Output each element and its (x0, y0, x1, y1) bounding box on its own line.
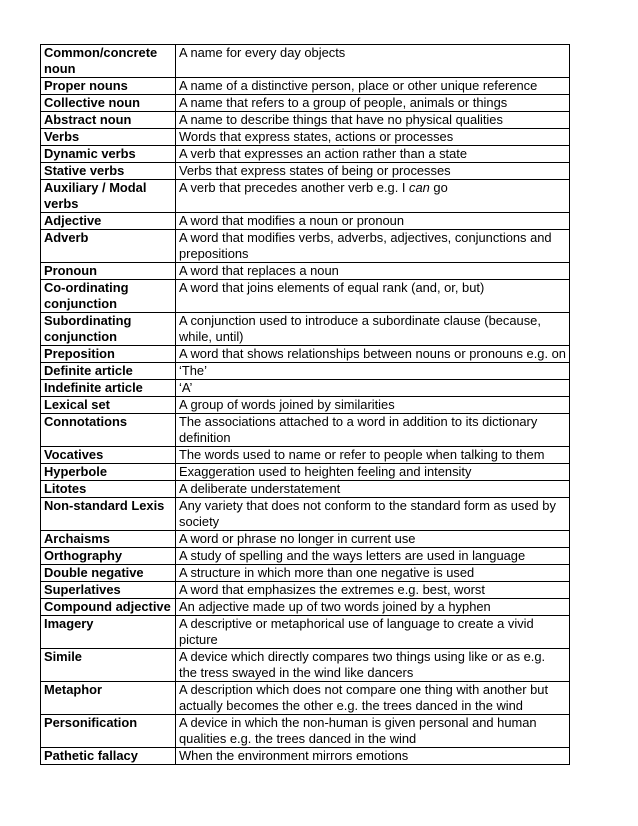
definition-cell: A word that modifies a noun or pronoun (176, 213, 570, 230)
definition-cell: ‘The’ (176, 363, 570, 380)
table-row (41, 498, 570, 531)
definition-cell: The associations attached to a word in addition to its dictionary definition (176, 414, 570, 447)
definition-cell: A device in which the non-human is given personal and human qualities e.g. the trees danced in the wind (176, 715, 570, 748)
definition-cell: A word that shows relationships between nouns or pronouns e.g. on (176, 346, 570, 363)
definition-cell: A name to describe things that have no physical qualities (176, 112, 570, 129)
term-cell: Dynamic verbs (41, 146, 176, 163)
term-cell: Common/concrete noun (41, 45, 176, 78)
term-cell: Abstract noun (41, 112, 176, 129)
table-row (41, 447, 570, 464)
table-row (41, 313, 570, 346)
term-cell: Compound adjective (41, 599, 176, 616)
definition-text: A verb that precedes another verb e.g. I (179, 180, 410, 195)
term-cell: Litotes (41, 481, 176, 498)
glossary-table (40, 44, 570, 765)
term-cell: Adverb (41, 230, 176, 263)
term-cell: Proper nouns (41, 78, 176, 95)
term-cell: Auxiliary / Modal verbs (41, 180, 176, 213)
term-cell: Non-standard Lexis (41, 498, 176, 531)
table-row (41, 649, 570, 682)
definition-text-after: go (429, 180, 448, 195)
table-row (41, 363, 570, 380)
term-cell: Definite article (41, 363, 176, 380)
definition-cell: A group of words joined by similarities (176, 397, 570, 414)
term-cell: Pronoun (41, 263, 176, 280)
table-row (41, 346, 570, 363)
definition-cell: ‘A’ (176, 380, 570, 397)
table-row (41, 180, 570, 213)
table-row (41, 230, 570, 263)
term-cell: Orthography (41, 548, 176, 565)
definition-cell: A word that emphasizes the extremes e.g. best, worst (176, 582, 570, 599)
definition-cell: Words that express states, actions or processes (176, 129, 570, 146)
definition-cell: Verbs that express states of being or processes (176, 163, 570, 180)
term-cell: Personification (41, 715, 176, 748)
table-row (41, 45, 570, 78)
definition-cell: A word that replaces a noun (176, 263, 570, 280)
table-row (41, 129, 570, 146)
table-row (41, 78, 570, 95)
table-row (41, 280, 570, 313)
table-row (41, 263, 570, 280)
term-cell: Co-ordinating conjunction (41, 280, 176, 313)
table-row (41, 531, 570, 548)
table-row (41, 380, 570, 397)
table-row (41, 548, 570, 565)
table-row (41, 616, 570, 649)
term-cell: Superlatives (41, 582, 176, 599)
term-cell: Indefinite article (41, 380, 176, 397)
table-row (41, 582, 570, 599)
definition-cell (176, 180, 570, 213)
term-cell: Vocatives (41, 447, 176, 464)
term-cell: Adjective (41, 213, 176, 230)
term-cell: Hyperbole (41, 464, 176, 481)
definition-cell: A description which does not compare one thing with another but actually becomes the other e.g. the trees danced in the wind (176, 682, 570, 715)
table-row (41, 748, 570, 765)
term-cell: Double negative (41, 565, 176, 582)
definition-cell: A name for every day objects (176, 45, 570, 78)
table-row (41, 682, 570, 715)
table-row (41, 213, 570, 230)
definition-cell: Exaggeration used to heighten feeling and intensity (176, 464, 570, 481)
table-row (41, 599, 570, 616)
table-row (41, 565, 570, 582)
term-cell: Subordinating conjunction (41, 313, 176, 346)
definition-cell: A verb that expresses an action rather than a state (176, 146, 570, 163)
definition-cell: A descriptive or metaphorical use of language to create a vivid picture (176, 616, 570, 649)
definition-cell: A word that modifies verbs, adverbs, adjectives, conjunctions and prepositions (176, 230, 570, 263)
definition-cell: A conjunction used to introduce a subordinate clause (because, while, until) (176, 313, 570, 346)
term-cell: Simile (41, 649, 176, 682)
definition-cell: When the environment mirrors emotions (176, 748, 570, 765)
definition-cell: A device which directly compares two things using like or as e.g. the tress swayed in the wind like dancers (176, 649, 570, 682)
table-row (41, 414, 570, 447)
definition-cell: The words used to name or refer to people when talking to them (176, 447, 570, 464)
table-row (41, 715, 570, 748)
definition-emphasis: can (409, 180, 430, 195)
table-row (41, 112, 570, 129)
table-row (41, 397, 570, 414)
definition-cell: A structure in which more than one negative is used (176, 565, 570, 582)
table-row (41, 481, 570, 498)
table-row (41, 146, 570, 163)
definition-cell: A name of a distinctive person, place or other unique reference (176, 78, 570, 95)
table-row (41, 464, 570, 481)
definition-cell: Any variety that does not conform to the standard form as used by society (176, 498, 570, 531)
term-cell: Preposition (41, 346, 176, 363)
term-cell: Stative verbs (41, 163, 176, 180)
term-cell: Imagery (41, 616, 176, 649)
table-row (41, 163, 570, 180)
term-cell: Pathetic fallacy (41, 748, 176, 765)
term-cell: Lexical set (41, 397, 176, 414)
definition-cell: A deliberate understatement (176, 481, 570, 498)
term-cell: Verbs (41, 129, 176, 146)
definition-cell: A study of spelling and the ways letters are used in language (176, 548, 570, 565)
definition-cell: An adjective made up of two words joined by a hyphen (176, 599, 570, 616)
definition-cell: A word or phrase no longer in current use (176, 531, 570, 548)
term-cell: Collective noun (41, 95, 176, 112)
table-row (41, 95, 570, 112)
definition-cell: A word that joins elements of equal rank (and, or, but) (176, 280, 570, 313)
term-cell: Metaphor (41, 682, 176, 715)
glossary-table-body (41, 45, 570, 765)
term-cell: Connotations (41, 414, 176, 447)
term-cell: Archaisms (41, 531, 176, 548)
definition-cell: A name that refers to a group of people, animals or things (176, 95, 570, 112)
